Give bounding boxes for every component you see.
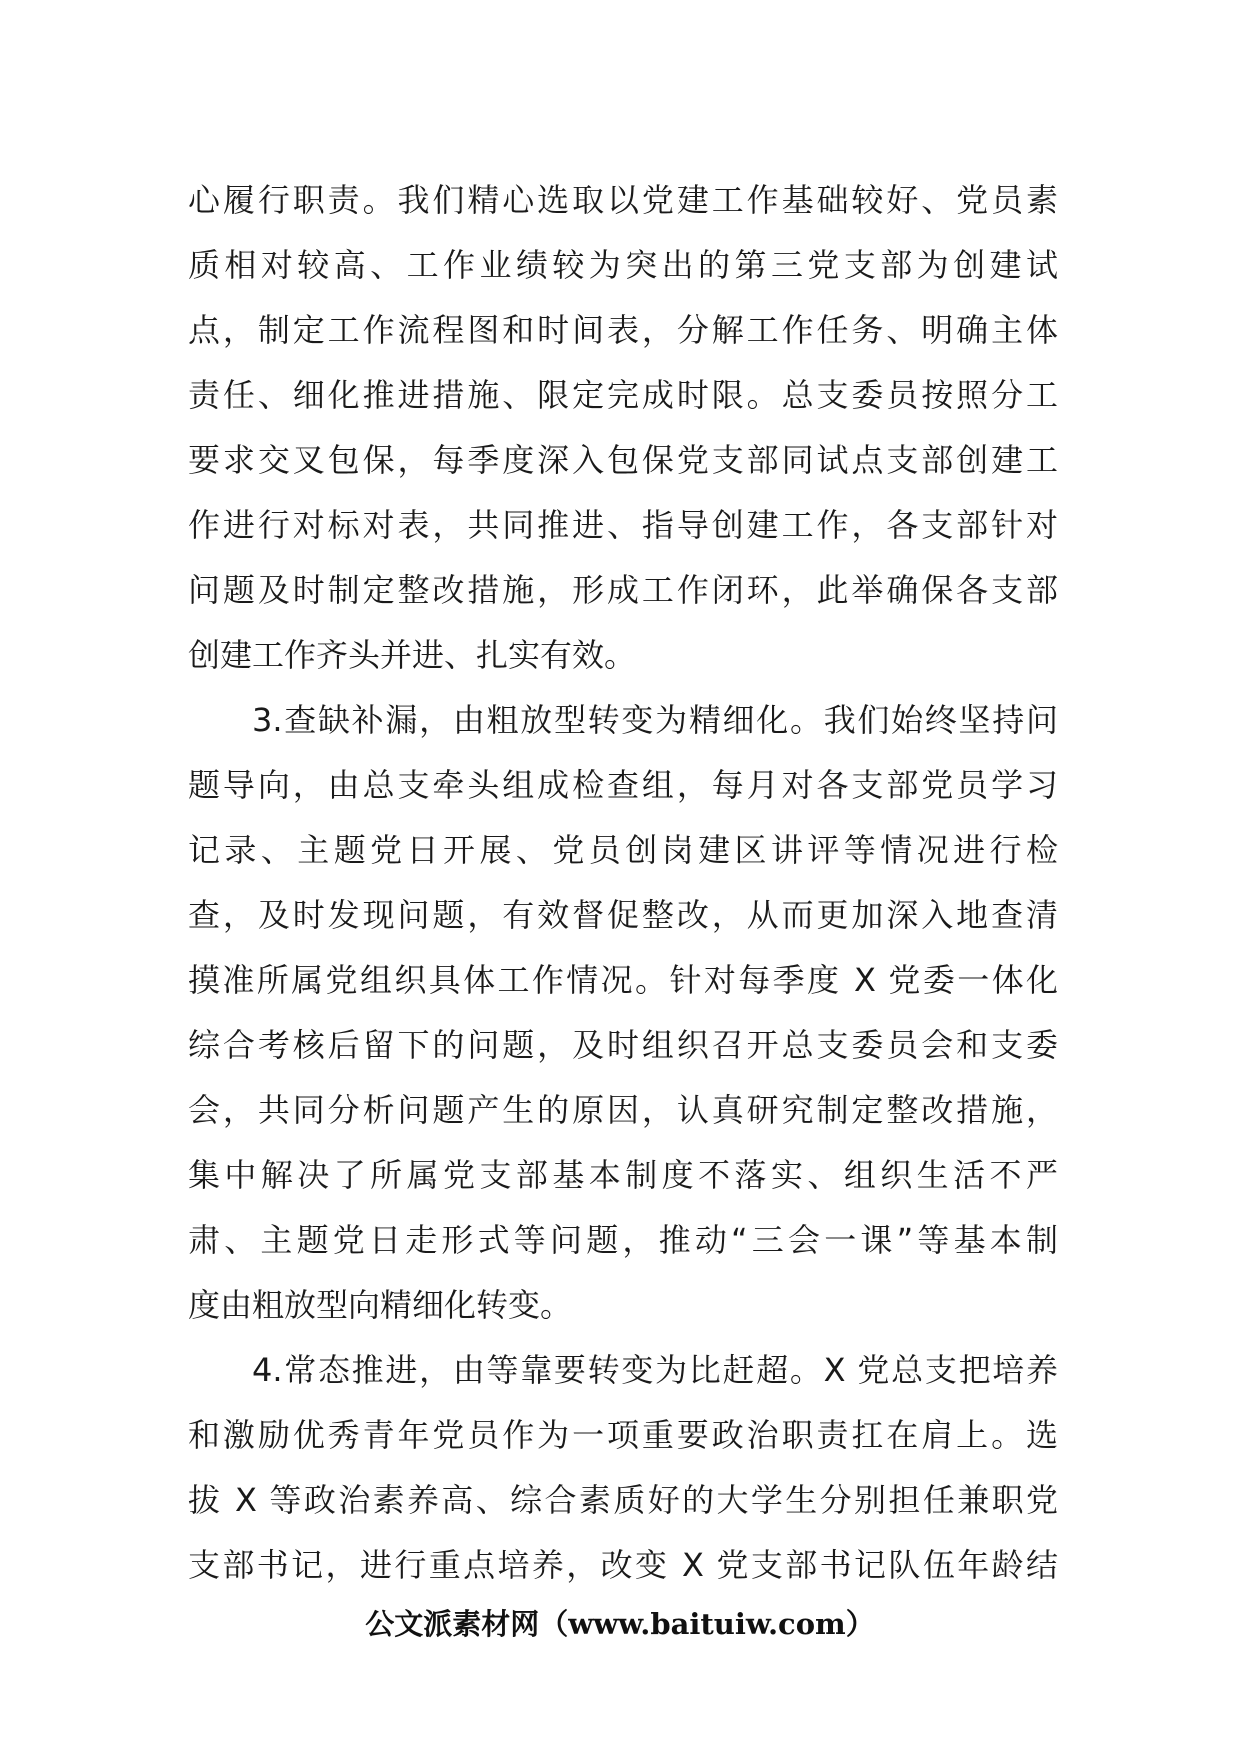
text-line: 心履行职责。我们精心选取以党建工作基础较好、党员素 bbox=[188, 181, 1058, 219]
text-line: 责任、细化推进措施、限定完成时限。总支委员按照分工 bbox=[188, 376, 1058, 414]
text-line: 支部书记，进行重点培养，改变 X 党支部书记队伍年龄结 bbox=[188, 1546, 1058, 1584]
text-line: 4.常态推进，由等靠要转变为比赶超。X 党总支把培养 bbox=[252, 1351, 1058, 1389]
text-line: 质相对较高、工作业绩较为突出的第三党支部为创建试 bbox=[188, 246, 1058, 284]
text-line: 点，制定工作流程图和时间表，分解工作任务、明确主体 bbox=[188, 311, 1058, 349]
body-text bbox=[188, 168, 1058, 1598]
text-line: 摸准所属党组织具体工作情况。针对每季度 X 党委一体化 bbox=[188, 961, 1058, 999]
text-line: 肃、主题党日走形式等问题，推动“三会一课”等基本制 bbox=[188, 1221, 1058, 1259]
text-line: 作进行对标对表，共同推进、指导创建工作，各支部针对 bbox=[188, 506, 1058, 544]
text-line: 要求交叉包保，每季度深入包保党支部同试点支部创建工 bbox=[188, 441, 1058, 479]
text-line: 问题及时制定整改措施，形成工作闭环，此举确保各支部 bbox=[188, 571, 1058, 609]
text-line: 综合考核后留下的问题，及时组织召开总支委员会和支委 bbox=[188, 1026, 1058, 1064]
text-line: 和激励优秀青年党员作为一项重要政治职责扛在肩上。选 bbox=[188, 1416, 1058, 1454]
text-line: 题导向，由总支牵头组成检查组，每月对各支部党员学习 bbox=[188, 766, 1058, 804]
text-line: 记录、主题党日开展、党员创岗建区讲评等情况进行检 bbox=[188, 831, 1058, 869]
footer-watermark: 公文派素材网（www.baituiw.com） bbox=[365, 1607, 875, 1641]
text-line: 查，及时发现问题，有效督促整改，从而更加深入地查清 bbox=[188, 896, 1058, 934]
text-line: 创建工作齐头并进、扎实有效。 bbox=[188, 636, 637, 674]
text-line: 拔 X 等政治素养高、综合素质好的大学生分别担任兼职党 bbox=[188, 1481, 1058, 1519]
text-line: 度由粗放型向精细化转变。 bbox=[188, 1286, 573, 1324]
text-line: 会，共同分析问题产生的原因，认真研究制定整改措施， bbox=[188, 1091, 1058, 1129]
text-line: 3.查缺补漏，由粗放型转变为精细化。我们始终坚持问 bbox=[252, 701, 1058, 739]
text-line: 集中解决了所属党支部基本制度不落实、组织生活不严 bbox=[188, 1156, 1058, 1194]
